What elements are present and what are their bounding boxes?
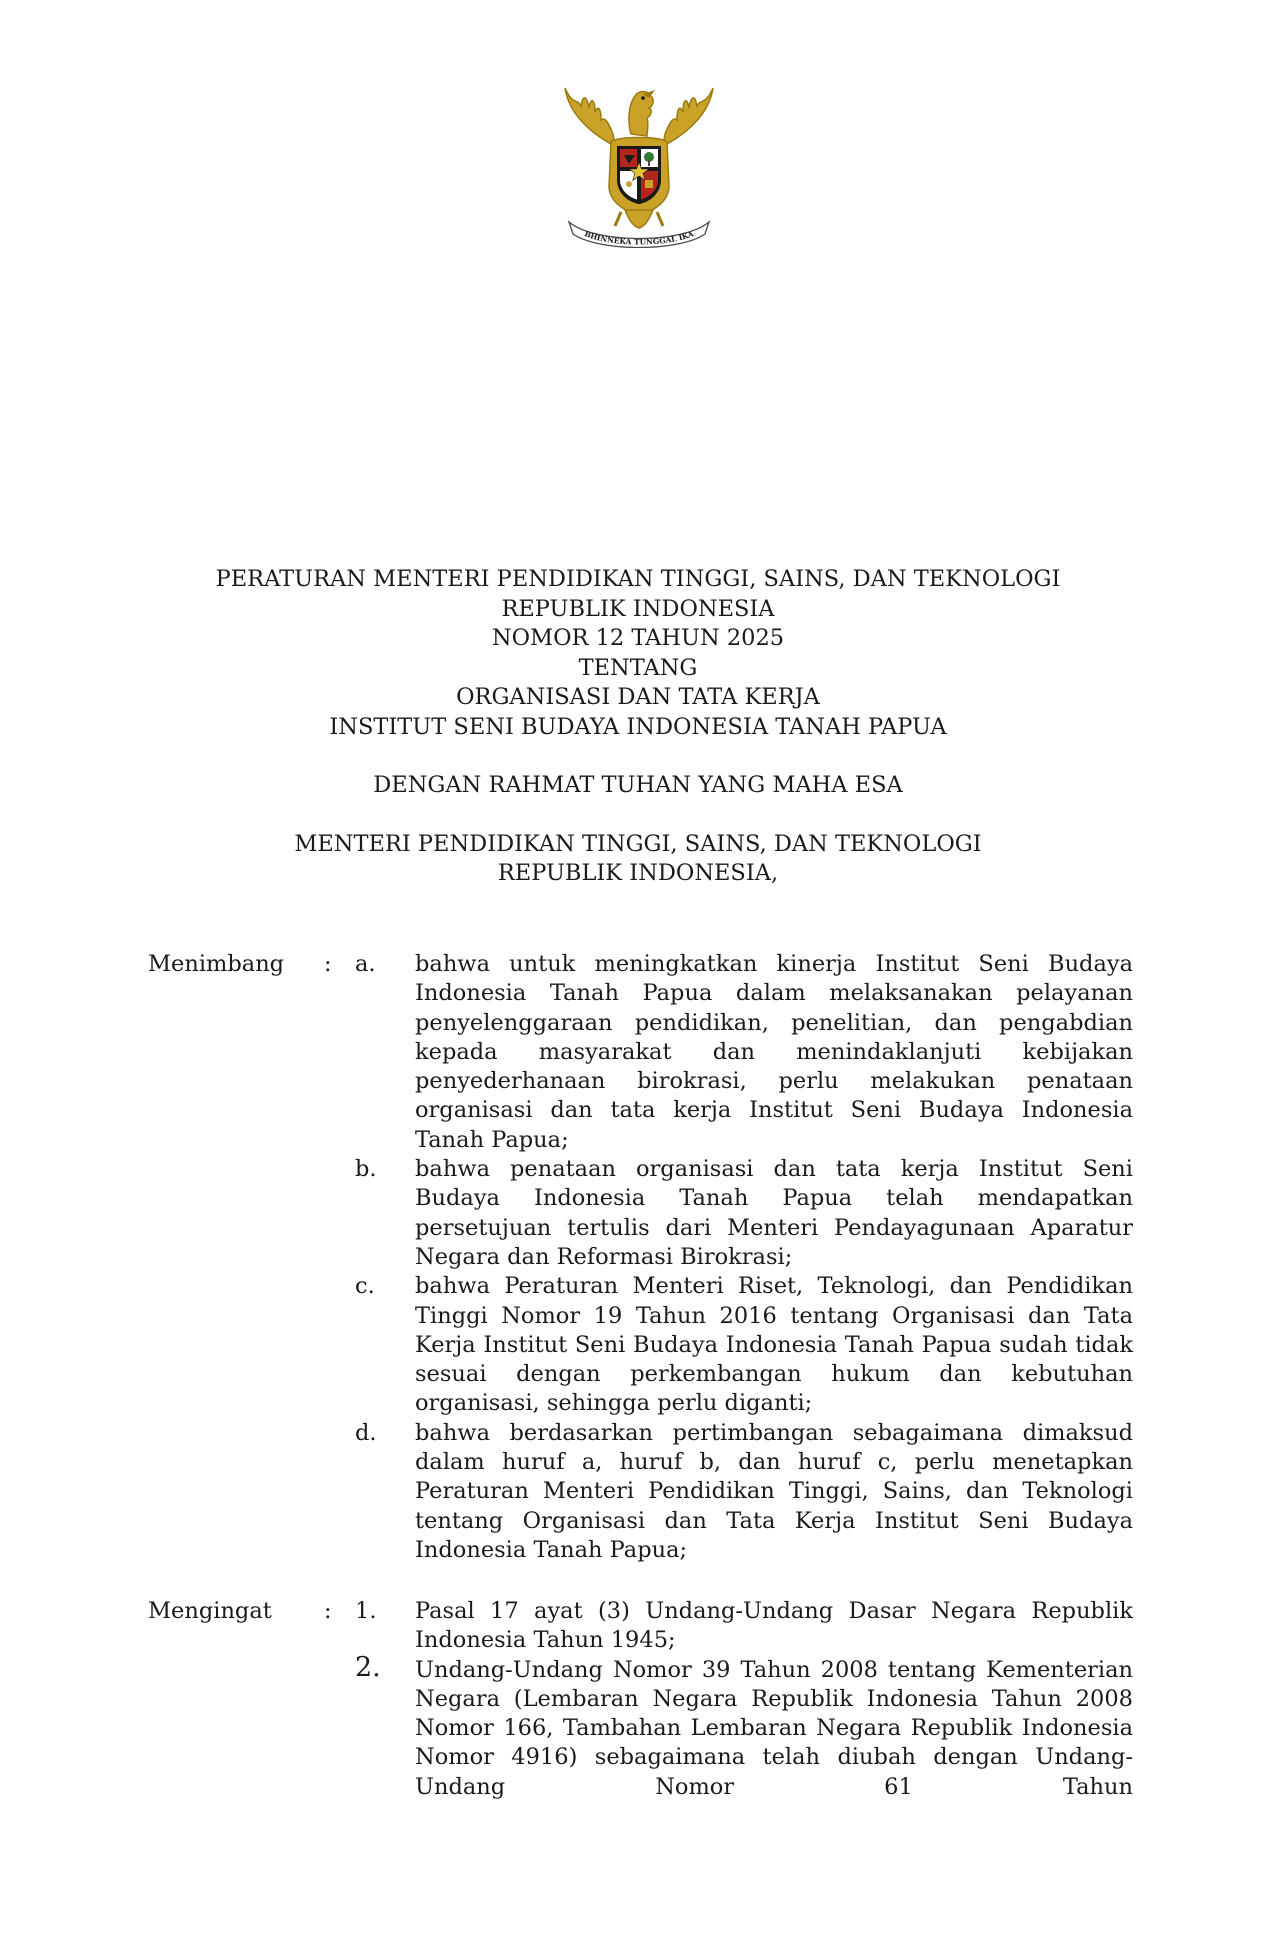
- item-text: bahwa untuk meningkatkan kinerja Institut Seni Budaya Indonesia Tanah Papua dalam melaksanakan pelayanan penyelenggaraan pendidikan, penelitian, dan pengabdian kepada masyarakat dan menindaklanjuti kebijakan penyederhanaan birokrasi, perlu melakukan penataan organisasi dan tata kerja Institut Seni Budaya Indonesia Tanah Papua;: [415, 951, 1133, 1153]
- menimbang-item-b: [148, 1155, 1133, 1272]
- item-text: bahwa berdasarkan pertimbangan sebagaimana dimaksud dalam huruf a, huruf b, dan huruf c, perlu menetapkan Peraturan Menteri Pendidikan Tinggi, Sains, dan Teknologi tentang Organisasi dan Tata Kerja Institut Seni Budaya Indonesia Tanah Papua;: [415, 1419, 1133, 1563]
- garuda-tail: [625, 210, 653, 228]
- menimbang-colon: :: [324, 951, 332, 977]
- item-text: bahwa penataan organisasi dan tata kerja Institut Seni Budaya Indonesia Tanah Papua telah mendapatkan persetujuan tertulis dari Menteri Pendayagunaan Aparatur Negara dan Reformasi Birokrasi;: [415, 1156, 1133, 1270]
- item-text: Undang-Undang Nomor 39 Tahun 2008 tentang Kementerian Negara (Lembaran Negara Republik Indonesia Tahun 2008 Nomor 166, Tambahan Lembaran Negara Republik Indonesia Nomor 4916) sebagaimana telah diubah dengan Undang-Undang Nomor 61 Tahun: [415, 1656, 1133, 1800]
- menimbang-label: Menimbang: [148, 951, 285, 977]
- item-text: bahwa Peraturan Menteri Riset, Teknologi, dan Pendidikan Tinggi Nomor 19 Tahun 2016 tentang Organisasi dan Tata Kerja Institut Seni Budaya Indonesia Tanah Papua sudah tidak sesuai dengan perkembangan hukum dan kebutuhan organisasi, sehingga perlu diganti;: [415, 1273, 1133, 1417]
- title-line-1: PERATURAN MENTERI PENDIDIKAN TINGGI, SAINS, DAN TEKNOLOGI: [215, 566, 1061, 592]
- item-marker: b.: [355, 1156, 377, 1183]
- mengingat-section: [148, 1597, 1133, 1802]
- subject-line-2: INSTITUT SENI BUDAYA INDONESIA TANAH PAPUA: [329, 713, 947, 740]
- issuer-line-2: REPUBLIK INDONESIA,: [497, 860, 779, 886]
- menimbang-item-c: [148, 1272, 1133, 1418]
- right-wing: [663, 88, 713, 146]
- motto-text: BHINNEKA TUNGGAL IKA: [583, 229, 695, 247]
- menimbang-item-a: [148, 950, 1133, 1155]
- regulation-title-block: [0, 565, 1276, 889]
- menimbang-section: [148, 950, 1133, 1565]
- mengingat-item-1: [148, 1597, 1133, 1656]
- regulation-number: NOMOR 12 TAHUN 2025: [491, 625, 785, 651]
- mengingat-colon: :: [324, 1598, 332, 1624]
- invocation: DENGAN RAHMAT TUHAN YANG MAHA ESA: [373, 772, 903, 798]
- item-text: Pasal 17 ayat (3) Undang-Undang Dasar Negara Republik Indonesia Tahun 1945;: [415, 1598, 1133, 1654]
- mengingat-item-2: [148, 1651, 1133, 1802]
- pancasila-shield: [617, 146, 661, 204]
- garuda-head: [629, 92, 653, 137]
- item-marker: d.: [355, 1419, 377, 1446]
- garuda-pancasila-emblem: [555, 76, 723, 248]
- title-tentang: TENTANG: [578, 654, 698, 681]
- title-line-2: REPUBLIK INDONESIA: [501, 595, 775, 622]
- mengingat-label: Mengingat: [148, 1598, 272, 1624]
- left-wing: [565, 88, 615, 146]
- item-marker: 2.: [355, 1651, 381, 1683]
- item-marker: 1.: [355, 1598, 377, 1624]
- item-marker: a.: [355, 951, 376, 977]
- subject-line-1: ORGANISASI DAN TATA KERJA: [456, 684, 820, 710]
- item-marker: c.: [355, 1273, 375, 1300]
- issuer-line-1: MENTERI PENDIDIKAN TINGGI, SAINS, DAN TEKNOLOGI: [294, 830, 982, 857]
- menimbang-item-d: [148, 1419, 1133, 1565]
